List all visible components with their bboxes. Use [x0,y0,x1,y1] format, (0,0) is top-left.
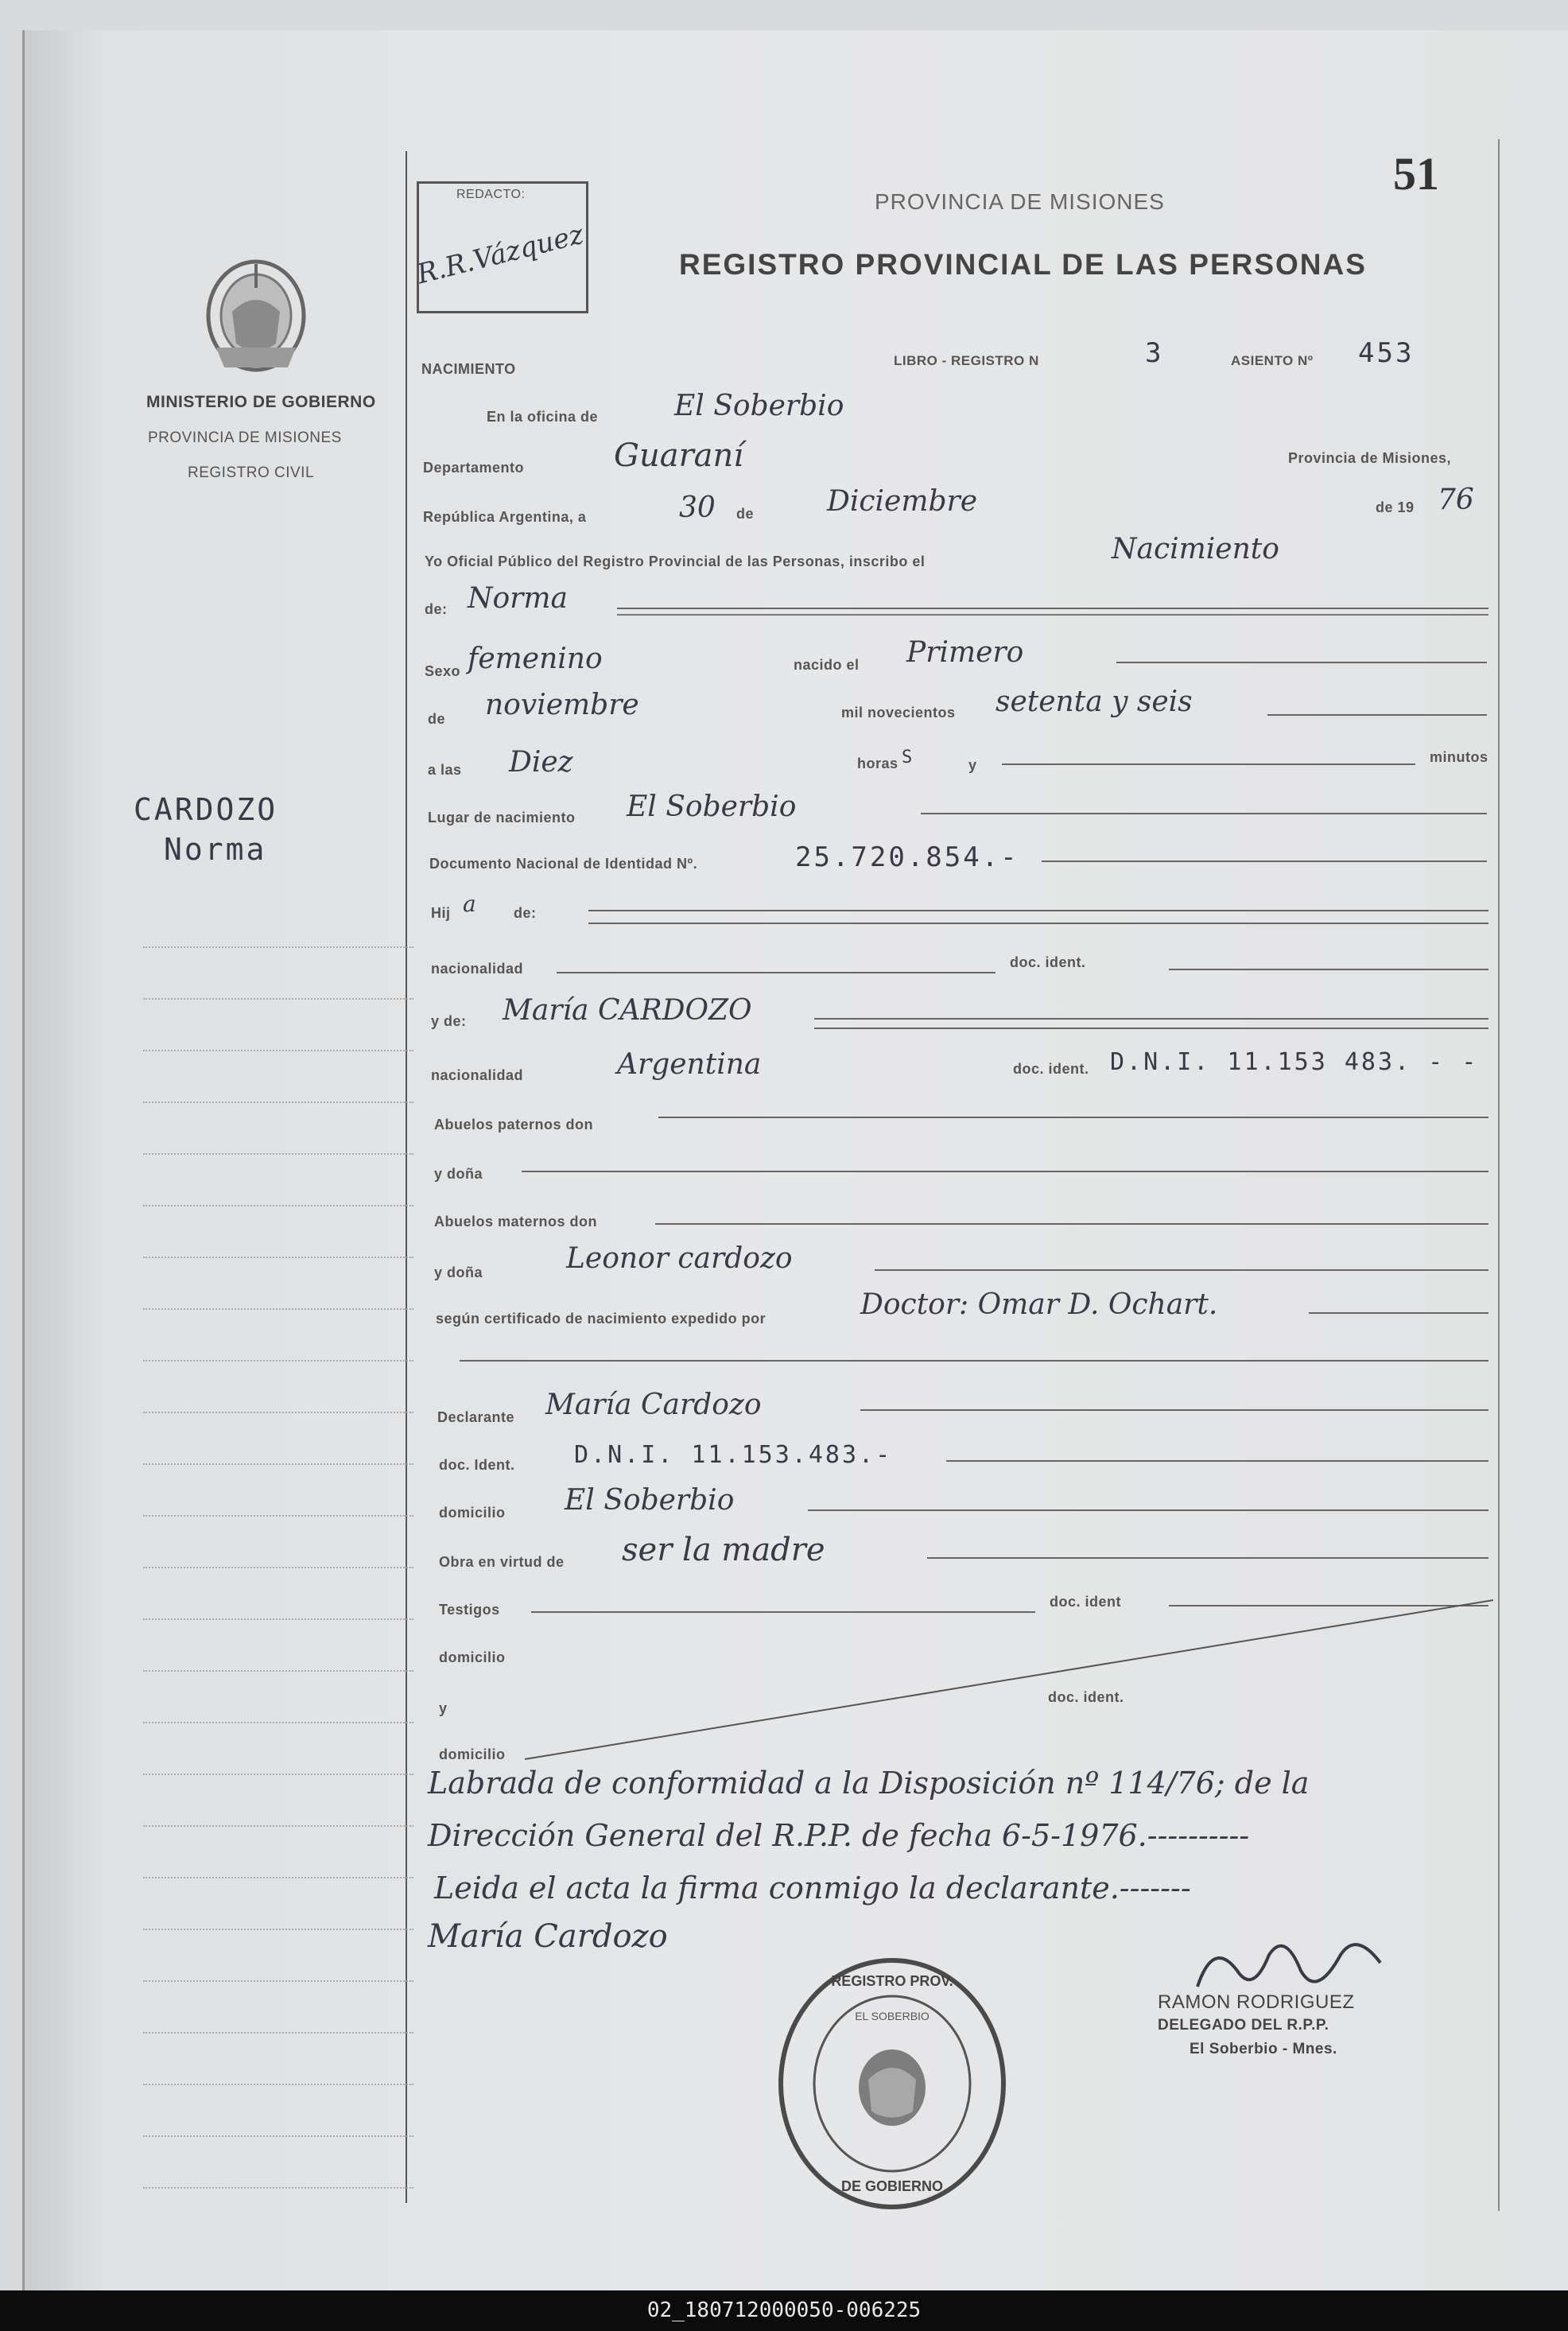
certificado-value: Doctor: Omar D. Ochart. [860,1288,1218,1321]
de-name-label: de: [425,601,448,617]
libro-number: 3 [1145,337,1164,369]
y2-label: y [439,1700,448,1716]
sexo-value: femenino [468,643,603,675]
lugar-label: Lugar de nacimiento [428,810,576,826]
de-label: de [736,506,755,522]
doc-ident4-label: doc. ident [1050,1594,1121,1610]
fecha-dia: 30 [679,491,716,524]
de2-label: de: [514,905,537,921]
horas-suffix: S [902,748,915,767]
nacido-label: nacido el [794,657,860,673]
hij-label: Hij [431,905,451,921]
margin-surname: CARDOZO [134,792,278,827]
oficina-label: En la oficina de [487,409,599,425]
margin-line [143,1980,413,1983]
redacto-signature: R.R.Vázquez [413,218,587,291]
asiento-number: 453 [1358,337,1415,369]
obra-label: Obra en virtud de [439,1554,565,1570]
margin-line [143,2084,413,2086]
segun-label: según certificado de nacimiento expedido por [436,1311,767,1327]
note-signature: María Cardozo [428,1918,668,1955]
abuelos-pat-label: Abuelos paternos don [434,1117,594,1132]
dni-value: 25.720.854.- [795,841,1019,873]
note-line-2: Dirección General del R.P.P. de fecha 6-5-1976.---------- [428,1818,1250,1853]
scan-id-footer: 02_180712000050-006225 [0,2290,1568,2331]
y-dona2-label: y doña [434,1265,483,1280]
ministry-label: MINISTERIO DE GOBIERNO [146,393,376,411]
note-line-1: Labrada de conformidad a la Disposición nº 114/76; de la [428,1766,1310,1801]
provincia-label: Provincia de Misiones, [1288,450,1452,466]
doc-ident3-label: doc. Ident. [439,1457,515,1473]
de-mes-label: de [428,711,446,727]
nacimiento-label: NACIMIENTO [421,361,516,377]
doc-ident2-label: doc. ident. [1013,1061,1089,1077]
fecha-anio: 76 [1438,484,1474,516]
nacido-dia: Primero [906,636,1024,669]
declarante-label: Declarante [437,1409,515,1425]
nacionalidad2-label: nacionalidad [431,1067,524,1083]
oficial-label: Yo Oficial Público del Registro Provincial de las Personas, inscribo el [425,554,926,569]
hij-suffix: a [463,891,476,917]
margin-given-name: Norma [164,832,267,867]
sexo-label: Sexo [425,663,461,679]
official-title: DELEGADO DEL R.P.P. [1158,2017,1329,2034]
domicilio2-label: domicilio [439,1649,506,1665]
y-dona1-label: y doña [434,1166,483,1182]
de19-label: de 19 [1376,499,1415,515]
panel-province: PROVINCIA DE MISIONES [148,429,342,446]
domicilio3-label: domicilio [439,1746,506,1762]
departamento-value: Guaraní [614,437,744,474]
hora-value: Diez [509,746,573,779]
oficina-value: El Soberbio [674,390,844,422]
declarante-value: María Cardozo [545,1389,762,1421]
doc-ident1-label: doc. ident. [1010,954,1086,970]
documento-label: Documento Nacional de Identidad Nº. [429,856,698,872]
margin-line [143,2032,413,2034]
madre-value: María CARDOZO [503,994,752,1027]
redacto-label: REDACTO: [456,188,526,201]
doc-ident5-label: doc. ident. [1048,1689,1124,1705]
departamento-label: Departamento [423,460,525,476]
declarante-doc: D.N.I. 11.153.483.- [574,1441,893,1469]
official-name: RAMON RODRIGUEZ [1158,1991,1355,2013]
official-place: El Soberbio - Mnes. [1190,2041,1337,2057]
fecha-mes: Diciembre [827,485,978,518]
mil-label: mil novecientos [841,705,956,721]
panel-registry: REGISTRO CIVIL [188,464,315,481]
svg-text:DE GOBIERNO: DE GOBIERNO [840,2178,944,2194]
domicilio1-label: domicilio [439,1505,506,1521]
acto-value: Nacimiento [1112,533,1279,565]
obra-value: ser la madre [622,1532,825,1568]
y-de-label: y de: [431,1013,467,1029]
nacido-anio: setenta y seis [996,686,1193,718]
madre-nacionalidad: Argentina [617,1048,762,1081]
madre-doc: D.N.I. 11.153 483. - - [1110,1048,1479,1076]
header-title: REGISTRO PROVINCIAL DE LAS PERSONAS [679,248,1367,281]
nacionalidad1-label: nacionalidad [431,961,524,977]
testigos-label: Testigos [439,1602,500,1618]
nombre-value: Norma [468,582,568,615]
registry-seal-stamp [773,1952,1011,2219]
republica-label: República Argentina, a [423,509,587,525]
horas-label: horas [857,756,898,771]
nacido-mes: noviembre [485,689,639,721]
abuela-mat-value: Leonor cardozo [566,1242,793,1275]
svg-text:REGISTRO PROV.: REGISTRO PROV. [831,1973,953,1989]
margin-line [143,2135,413,2138]
header-province: PROVINCIA DE MISIONES [875,189,1165,214]
asiento-label: ASIENTO Nº [1231,353,1314,368]
libro-label: LIBRO - REGISTRO N [894,353,1039,368]
lugar-value: El Soberbio [627,791,797,823]
margin-line [143,2187,413,2189]
minutos-label: minutos [1430,749,1488,765]
margin-line [143,1929,413,1931]
note-line-3: Leida el acta la firma conmigo la declarante.------- [434,1871,1191,1906]
folio-number: 51 [1393,148,1439,200]
a-las-label: a las [428,762,462,778]
abuelos-mat-label: Abuelos maternos don [434,1214,598,1230]
svg-text:EL SOBERBIO: EL SOBERBIO [855,2010,930,2022]
y-label: y [968,757,977,773]
domicilio-value: El Soberbio [565,1484,735,1517]
